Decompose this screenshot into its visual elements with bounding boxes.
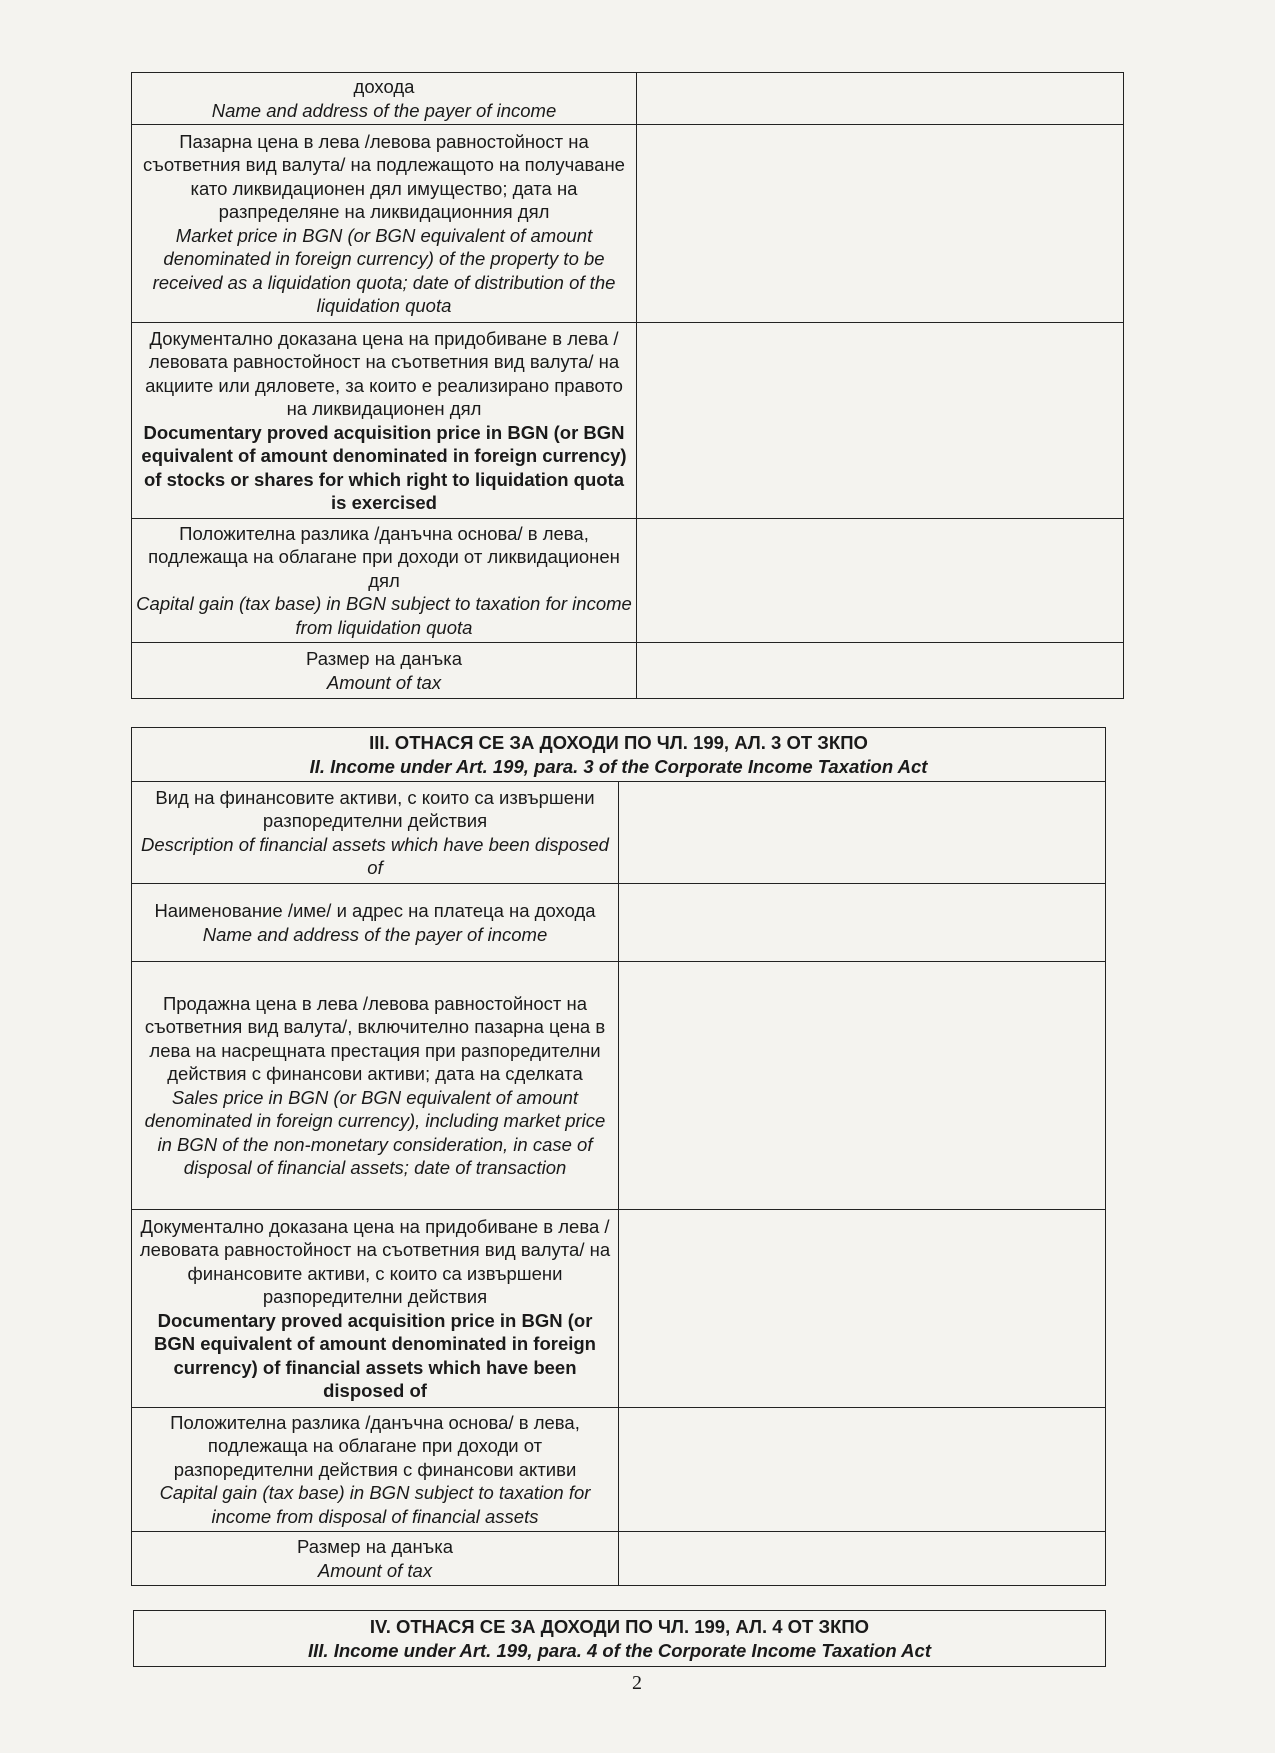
value-cell[interactable] [637, 519, 1124, 643]
table-row [132, 884, 1106, 962]
row-label: Наименование /име/ и адрес на платеца на дохода Name and address of the payer of income [132, 884, 619, 962]
value-cell[interactable] [637, 643, 1124, 699]
section-title: IV. ОТНАСЯ СЕ ЗА ДОХОДИ ПО ЧЛ. 199, АЛ. 4 ОТ ЗКПО III. Income under Art. 199, para. 4 of the Corporate Income Taxation Act [134, 1611, 1106, 1667]
value-cell[interactable] [619, 1210, 1106, 1408]
table-row [132, 519, 1124, 643]
value-cell[interactable] [619, 1408, 1106, 1532]
row-label: Продажна цена в лева /левова равностойност на съответния вид валута/, включително пазарна цена в лева на насрещната престация при разпоредителни действия с финансови активи; дата на сделката Sales price in BGN (or BGN equivalent of amount denominated in foreign currency), including market price in BGN of the non-monetary consideration, in case of disposal of financial assets; date of transaction [132, 962, 619, 1210]
value-cell[interactable] [619, 782, 1106, 884]
row-label: Документално доказана цена на придобиване в лева /левовата равностойност на съответния вид валута/ на финансовите активи, с които са извършени разпоредителни действия Documentary proved acquisition price in BGN (or BGN equivalent of amount denominated in foreign currency) of financial assets which have been disposed of [132, 1210, 619, 1408]
value-cell[interactable] [637, 125, 1124, 323]
table-row [132, 1532, 1106, 1586]
row-label: Пазарна цена в лева /левова равностойност на съответния вид валута/ на подлежащото на получаване като ликвидационен дял имущество; дата на разпределяне на ликвидационния дял Market price in BGN (or BGN equivalent of amount denominated in foreign currency) of the property to be received as a liquidation quota; date of distribution of the liquidation quota [132, 125, 637, 323]
table-row [132, 643, 1124, 699]
value-cell[interactable] [619, 962, 1106, 1210]
row-label: Вид на финансовите активи, с които са извършени разпоредителни действия Description of financial assets which have been disposed of [132, 782, 619, 884]
table-row [132, 125, 1124, 323]
row-label: дохода Name and address of the payer of income [132, 73, 637, 125]
page-number: 2 [632, 1672, 642, 1694]
table-row [132, 73, 1124, 125]
section-title: III. ОТНАСЯ СЕ ЗА ДОХОДИ ПО ЧЛ. 199, АЛ. 3 ОТ ЗКПО II. Income under Art. 199, para. 3 of the Corporate Income Taxation Act [132, 728, 1106, 782]
table-row [132, 962, 1106, 1210]
liquidation-quota-table [131, 72, 1124, 699]
section-3-table [131, 727, 1106, 1586]
row-label: Документално доказана цена на придобиване в лева /левовата равностойност на съответния вид валута/ на акциите или дяловете, за които е реализирано правото на ликвидационен дял Documentary proved acquisition price in BGN (or BGN equivalent of amount denominated in foreign currency) of stocks or shares for which right to liquidation quota is exercised [132, 323, 637, 519]
row-label: Размер на данъка Amount of tax [132, 1532, 619, 1586]
table-row [132, 1210, 1106, 1408]
value-cell[interactable] [619, 1532, 1106, 1586]
section-header [134, 1611, 1106, 1667]
section-header [132, 728, 1106, 782]
table-row [132, 323, 1124, 519]
table-row [132, 1408, 1106, 1532]
row-label: Размер на данъка Amount of tax [132, 643, 637, 699]
value-cell[interactable] [637, 73, 1124, 125]
row-label: Положителна разлика /данъчна основа/ в лева, подлежаща на облагане при доходи от разпоредителни действия с финансови активи Capital gain (tax base) in BGN subject to taxation for income from disposal of financial assets [132, 1408, 619, 1532]
value-cell[interactable] [637, 323, 1124, 519]
row-label: Положителна разлика /данъчна основа/ в лева, подлежаща на облагане при доходи от ликвидационен дял Capital gain (tax base) in BGN subject to taxation for income from liquidation quota [132, 519, 637, 643]
value-cell[interactable] [619, 884, 1106, 962]
table-row [132, 782, 1106, 884]
section-4-table [133, 1610, 1106, 1667]
